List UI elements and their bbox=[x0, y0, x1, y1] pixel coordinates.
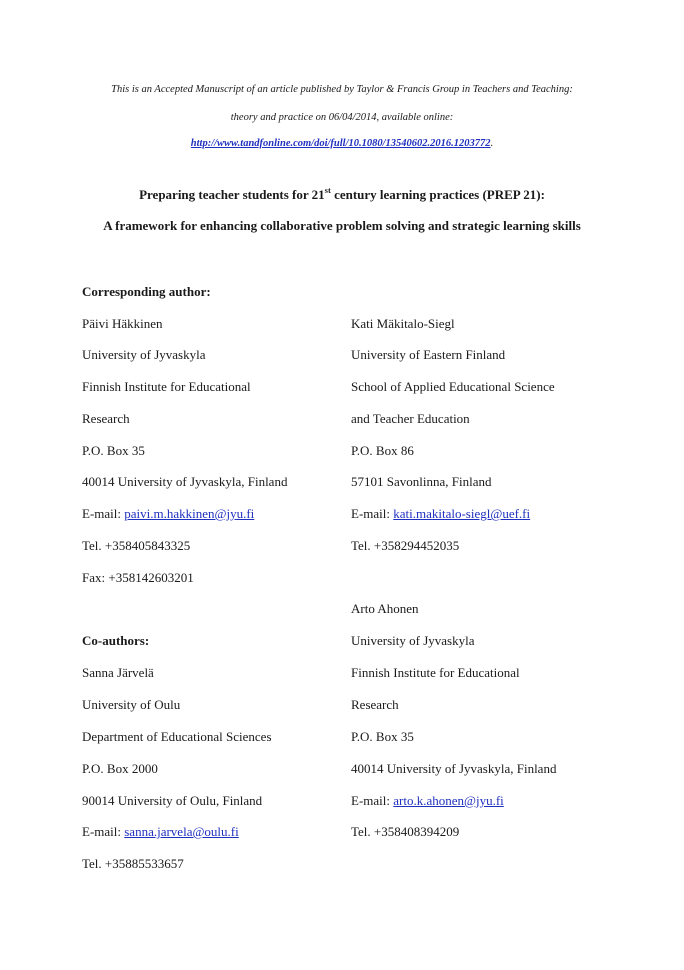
email-label: E-mail: bbox=[351, 506, 394, 521]
coauthor-1-affiliation-2: Department of Educational Sciences bbox=[82, 729, 272, 744]
title-superscript: st bbox=[324, 184, 331, 195]
coauthor-2-email-line bbox=[351, 792, 504, 809]
coauthor-1-city: 90014 University of Oulu, Finland bbox=[82, 793, 263, 808]
second-author-affiliation-2: School of Applied Educational Science bbox=[351, 379, 555, 394]
corresponding-author-tel: Tel. +358405843325 bbox=[82, 538, 191, 553]
corresponding-author-email-link[interactable]: paivi.m.hakkinen@jyu.fi bbox=[124, 506, 255, 521]
title-text-before: Preparing teacher students for 21 bbox=[139, 187, 325, 202]
email-label: E-mail: bbox=[82, 824, 125, 839]
coauthor-1-email-link[interactable]: sanna.jarvela@oulu.fi bbox=[124, 824, 239, 839]
article-doi-link[interactable]: http://www.tandfonline.com/doi/full/10.1080/13540602.2016.1203772 bbox=[190, 138, 491, 149]
coauthor-1-affiliation-1: University of Oulu bbox=[82, 697, 181, 712]
coauthor-2-affiliation-2: Finnish Institute for Educational bbox=[351, 665, 520, 680]
manuscript-note-line-3 bbox=[0, 137, 684, 151]
second-author-name: Kati Mäkitalo-Siegl bbox=[351, 316, 455, 331]
second-author-email-link[interactable]: kati.makitalo-siegl@uef.fi bbox=[393, 506, 531, 521]
email-label: E-mail: bbox=[351, 793, 394, 808]
second-author-email-line bbox=[351, 505, 530, 522]
coauthor-2-affiliation-3: Research bbox=[351, 697, 399, 712]
link-suffix: . bbox=[490, 138, 494, 149]
coauthor-1-email-line bbox=[82, 823, 239, 840]
corresponding-author-fax: Fax: +358142603201 bbox=[82, 570, 194, 585]
corresponding-author-email-line bbox=[82, 505, 254, 522]
manuscript-note-line-2: theory and practice on 06/04/2014, available online: bbox=[230, 112, 454, 123]
paper-title-line-2: A framework for enhancing collaborative problem solving and strategic learning skills bbox=[103, 218, 581, 233]
corresponding-author-affiliation-3: Research bbox=[82, 411, 130, 426]
coauthor-2-name: Arto Ahonen bbox=[351, 601, 419, 616]
coauthor-1-name: Sanna Järvelä bbox=[82, 665, 154, 680]
paper-title-line-1 bbox=[0, 186, 684, 203]
coauthor-2-city: 40014 University of Jyvaskyla, Finland bbox=[351, 761, 557, 776]
second-author-affiliation-1: University of Eastern Finland bbox=[351, 347, 506, 362]
coauthor-2-tel: Tel. +358408394209 bbox=[351, 824, 460, 839]
manuscript-note-line-1: This is an Accepted Manuscript of an article published by Taylor & Francis Group in Teachers and Teaching: bbox=[111, 84, 573, 95]
coauthors-heading: Co-authors: bbox=[82, 633, 150, 648]
corresponding-author-affiliation-1: University of Jyvaskyla bbox=[82, 347, 206, 362]
email-label: E-mail: bbox=[82, 506, 125, 521]
coauthor-2-email-link[interactable]: arto.k.ahonen@jyu.fi bbox=[393, 793, 504, 808]
second-author-po-box: P.O. Box 86 bbox=[351, 443, 414, 458]
coauthor-1-tel: Tel. +35885533657 bbox=[82, 856, 184, 871]
corresponding-author-heading: Corresponding author: bbox=[82, 284, 211, 299]
second-author-city: 57101 Savonlinna, Finland bbox=[351, 474, 492, 489]
second-author-tel: Tel. +358294452035 bbox=[351, 538, 460, 553]
coauthor-2-po-box: P.O. Box 35 bbox=[351, 729, 414, 744]
corresponding-author-affiliation-2: Finnish Institute for Educational bbox=[82, 379, 251, 394]
corresponding-author-po-box: P.O. Box 35 bbox=[82, 443, 145, 458]
corresponding-author-city: 40014 University of Jyvaskyla, Finland bbox=[82, 474, 288, 489]
coauthor-1-po-box: P.O. Box 2000 bbox=[82, 761, 158, 776]
coauthor-2-affiliation-1: University of Jyvaskyla bbox=[351, 633, 475, 648]
title-text-after: century learning practices (PREP 21): bbox=[330, 187, 545, 202]
corresponding-author-name: Päivi Häkkinen bbox=[82, 316, 163, 331]
second-author-affiliation-3: and Teacher Education bbox=[351, 411, 470, 426]
